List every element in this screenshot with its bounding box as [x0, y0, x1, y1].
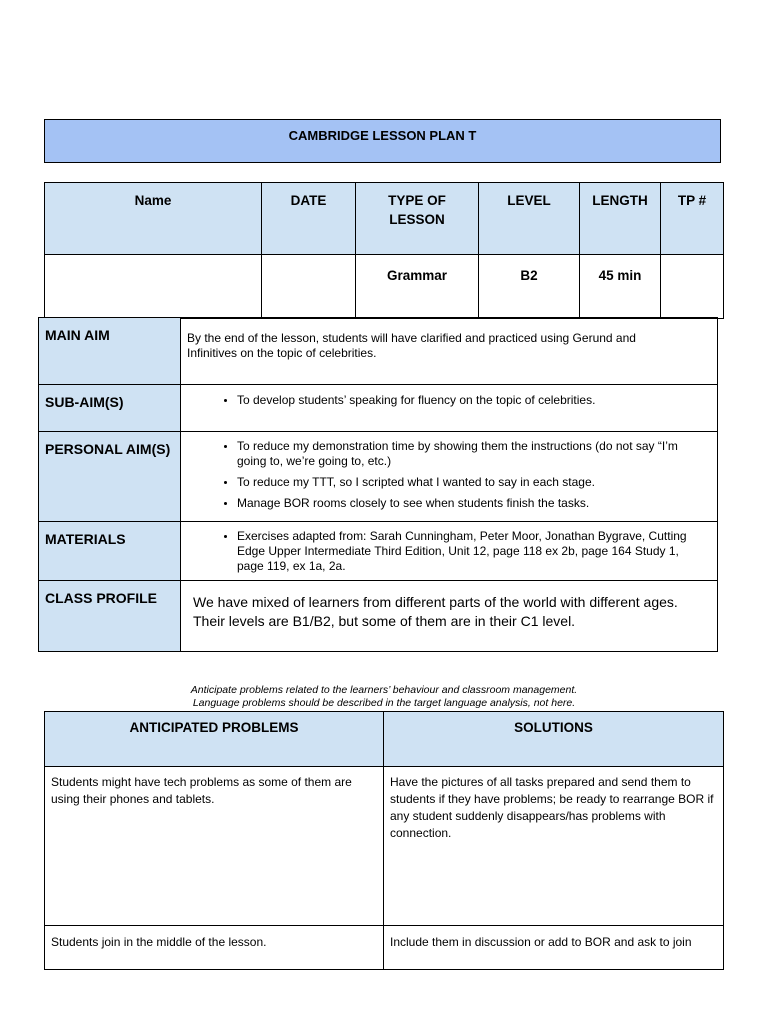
list-item: • To develop students’ speaking for fluency on the topic of celebrities. [237, 393, 709, 408]
header-date: DATE [262, 183, 356, 255]
class-profile-text: We have mixed of learners from different parts of the world with different ages. Their levels are B1/B2, but some of them are in their C1 level. [181, 581, 718, 652]
solution-cell: Include them in discussion or add to BOR and ask to join [384, 926, 724, 970]
problem-cell: Students might have tech problems as some of them are using their phones and tablets. [45, 767, 384, 926]
instructions-note [0, 684, 768, 710]
solution-cell: Have the pictures of all tasks prepared and send them to students if they have problems; be ready to rearrange BOR if any student suddenly disappears/has problems with connection. [384, 767, 724, 926]
sub-aims-row [39, 385, 718, 432]
lesson-info-table [44, 182, 724, 319]
header-length: LENGTH [580, 183, 661, 255]
materials-list [187, 529, 699, 574]
list-item: • To reduce my TTT, so I scripted what I wanted to say in each stage. [237, 475, 709, 490]
personal-aims-row [39, 432, 718, 522]
class-profile-label: CLASS PROFILE [39, 581, 181, 652]
problem-cell: Students join in the middle of the lesson. [45, 926, 384, 970]
header-name: Name [45, 183, 262, 255]
lesson-plan-title: CAMBRIDGE LESSON PLAN T [44, 119, 721, 163]
problems-header-row [45, 712, 724, 767]
problems-solutions-table [44, 711, 724, 970]
sub-aims-label: SUB-AIM(S) [39, 385, 181, 432]
value-tp-number[interactable] [661, 255, 724, 319]
main-aim-text: By the end of the lesson, students will have clarified and practiced using Gerund and Infinitives on the topic of celebrities. [181, 318, 718, 385]
list-item: • Exercises adapted from: Sarah Cunningham, Peter Moor, Jonathan Bygrave, Cutting Edge Upper Intermediate Third Edition, Unit 12, page 118 ex 2b, page 164 Study 1, page 119, ex 1a, 2a. [237, 529, 699, 574]
header-solutions: SOLUTIONS [384, 712, 724, 767]
note-line-2: Language problems should be described in the target language analysis, not here. [192, 697, 576, 709]
header-anticipated-problems: ANTICIPATED PROBLEMS [45, 712, 384, 767]
table-row [45, 767, 724, 926]
main-aim-row [39, 318, 718, 385]
value-level: B2 [479, 255, 580, 319]
info-header-row [45, 183, 724, 255]
list-item: • To reduce my demonstration time by showing them the instructions (do not say “I’m going to, we’re going to, etc.) [237, 439, 709, 469]
main-aim-label: MAIN AIM [39, 318, 181, 385]
value-length: 45 min [580, 255, 661, 319]
personal-aims-label: PERSONAL AIM(S) [39, 432, 181, 522]
value-date[interactable] [262, 255, 356, 319]
value-name[interactable] [45, 255, 262, 319]
table-row [45, 926, 724, 970]
class-profile-row [39, 581, 718, 652]
info-values-row [45, 255, 724, 319]
materials-row [39, 522, 718, 581]
note-line-1: Anticipate problems related to the learners’ behaviour and classroom management. [190, 684, 578, 696]
header-type-of-lesson: TYPE OF LESSON [356, 183, 479, 255]
materials-label: MATERIALS [39, 522, 181, 581]
sub-aims-list [187, 393, 709, 408]
personal-aims-list [187, 439, 709, 511]
header-level: LEVEL [479, 183, 580, 255]
aims-table [38, 317, 718, 652]
header-tp-number: TP # [661, 183, 724, 255]
list-item: • Manage BOR rooms closely to see when students finish the tasks. [237, 496, 709, 511]
value-type-of-lesson: Grammar [356, 255, 479, 319]
